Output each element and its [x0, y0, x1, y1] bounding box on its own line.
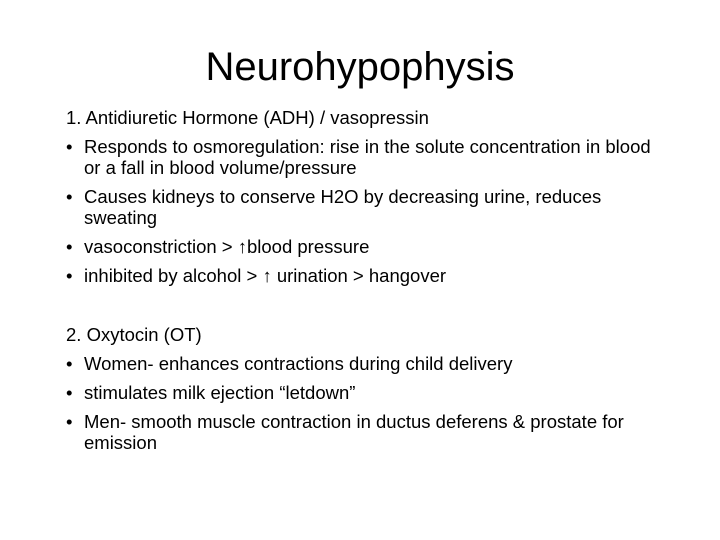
- bullet-icon: •: [66, 353, 73, 374]
- bullet-icon: •: [66, 265, 73, 286]
- list-item: [66, 261, 666, 290]
- section-oxytocin: [66, 320, 666, 457]
- list-item: [66, 378, 666, 407]
- list-item: [66, 182, 666, 232]
- list-item-text: Women- enhances contractions during child delivery: [84, 353, 513, 374]
- section-heading: 2. Oxytocin (OT): [66, 324, 202, 345]
- list-item-text: Men- smooth muscle contraction in ductus deferens & prostate for emission: [84, 411, 624, 453]
- bullet-icon: •: [66, 136, 73, 157]
- list-item: [66, 349, 666, 378]
- list-item: [66, 232, 666, 261]
- slide-title: Neurohypophysis: [205, 45, 515, 89]
- section-heading: 1. Antidiuretic Hormone (ADH) / vasopressin: [66, 107, 429, 128]
- bullet-icon: •: [66, 236, 73, 257]
- bullet-list: [66, 349, 666, 457]
- bullet-icon: •: [66, 411, 73, 432]
- list-item-text: inhibited by alcohol > ↑ urination > hangover: [84, 265, 447, 286]
- bullet-icon: •: [66, 382, 73, 403]
- list-item-text: Causes kidneys to conserve H2O by decreasing urine, reduces sweating: [84, 186, 602, 228]
- section-adh: [66, 103, 666, 290]
- list-item: [66, 132, 666, 182]
- list-item-text: vasoconstriction > ↑blood pressure: [84, 236, 370, 257]
- list-item-text: Responds to osmoregulation: rise in the solute concentration in blood or a fall in blood volume/pressure: [84, 136, 651, 178]
- list-item-text: stimulates milk ejection “letdown”: [84, 382, 356, 403]
- bullet-list: [66, 132, 666, 290]
- list-item: [66, 407, 666, 457]
- bullet-icon: •: [66, 186, 73, 207]
